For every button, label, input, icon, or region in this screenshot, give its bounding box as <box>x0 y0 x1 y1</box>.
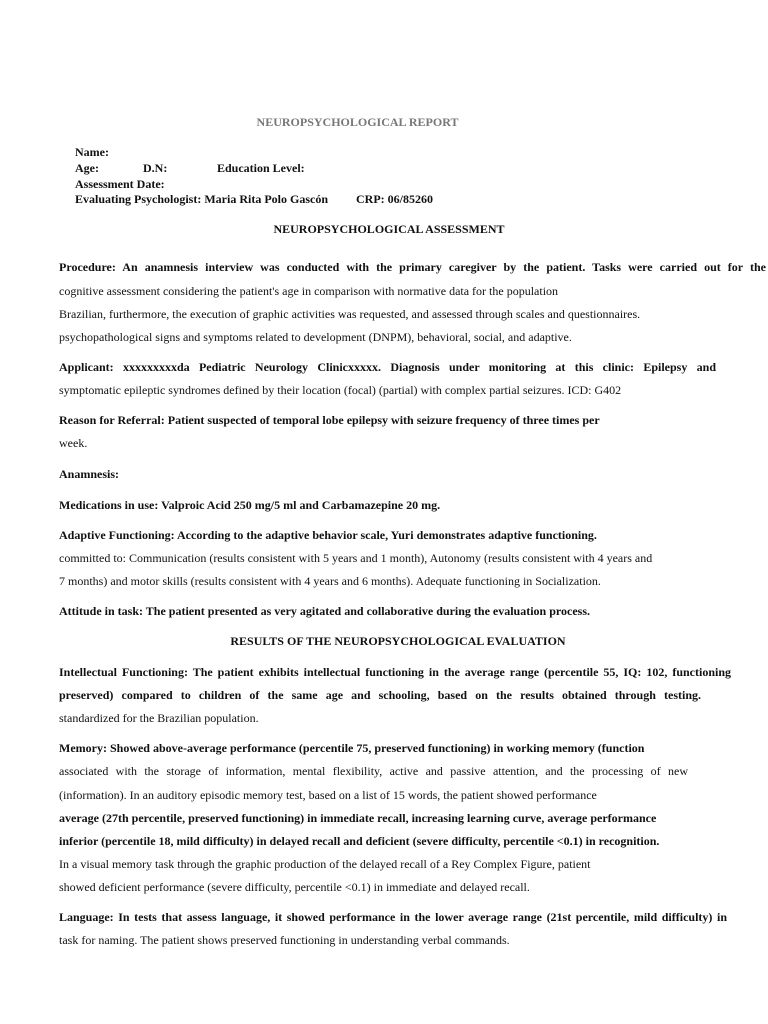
procedure-line-2: cognitive assessment considering the patient's age in comparison with normative data for the population <box>59 284 559 298</box>
reason-line-1: Reason for Referral: Patient suspected of temporal lobe epilepsy with seizure frequency of three times per <box>59 413 600 427</box>
memory-line-2: associated with the storage of information, mental flexibility, active and passive attention, and the processing of new <box>59 764 688 778</box>
adaptive-line-1: Adaptive Functioning: According to the adaptive behavior scale, Yuri demonstrates adaptive functioning. <box>59 528 597 542</box>
crp-field: CRP: 06/85260 <box>356 192 433 206</box>
intellectual-line-1: Intellectual Functioning: The patient exhibits intellectual functioning in the average range (percentile 55, IQ: 102, functioning <box>59 665 731 679</box>
section-title-results: RESULTS OF THE NEUROPSYCHOLOGICAL EVALUATION <box>230 634 566 648</box>
procedure-line-3: Brazilian, furthermore, the execution of graphic activities was requested, and assessed through scales and questionnaires. <box>59 307 641 321</box>
memory-line-7: showed deficient performance (severe difficulty, percentile <0.1) in immediate and delayed recall. <box>59 880 530 894</box>
memory-line-1: Memory: Showed above-average performance (percentile 75, preserved functioning) in working memory (function <box>59 741 645 755</box>
reason-line-2: week. <box>59 436 88 450</box>
education-field: Education Level: <box>217 161 305 175</box>
psychologist-field: Evaluating Psychologist: Maria Rita Polo Gascón <box>75 192 328 206</box>
memory-line-6: In a visual memory task through the graphic production of the delayed recall of a Rey Complex Figure, patient <box>59 857 591 871</box>
language-line-2: task for naming. The patient shows preserved functioning in understanding verbal commands. <box>59 933 510 947</box>
adaptive-line-2: committed to: Communication (results consistent with 5 years and 1 month), Autonomy (results consistent with 4 years and <box>59 551 653 565</box>
report-title: NEUROPSYCHOLOGICAL REPORT <box>256 115 459 129</box>
memory-line-5: inferior (percentile 18, mild difficulty) in delayed recall and deficient (severe difficulty, percentile <0.1) in recognition. <box>59 834 660 848</box>
dn-field: D.N: <box>143 161 168 175</box>
procedure-line-1: Procedure: An anamnesis interview was conducted with the primary caregiver by the patient. Tasks were carried out for the <box>59 260 766 274</box>
name-field: Name: <box>75 145 109 159</box>
memory-line-4: average (27th percentile, preserved functioning) in immediate recall, increasing learning curve, average performance <box>59 811 657 825</box>
language-line-1: Language: In tests that assess language, it showed performance in the lower average range (21st percentile, mild difficulty) in <box>59 910 727 924</box>
applicant-line-2: symptomatic epileptic syndromes defined by their location (focal) (partial) with complex partial seizures. ICD: G402 <box>59 383 622 397</box>
procedure-line-4: psychopathological signs and symptoms related to development (DNPM), behavioral, social, and adaptive. <box>59 330 572 344</box>
medications-line: Medications in use: Valproic Acid 250 mg/5 ml and Carbamazepine 20 mg. <box>59 498 441 512</box>
section-title-assessment: NEUROPSYCHOLOGICAL ASSESSMENT <box>273 222 505 236</box>
anamnesis-heading: Anamnesis: <box>59 467 120 481</box>
intellectual-line-2: preserved) compared to children of the same age and schooling, based on the results obtained through testing. <box>59 688 701 702</box>
assessment-date-field: Assessment Date: <box>75 177 165 191</box>
age-field: Age: <box>75 161 99 175</box>
applicant-line-1: Applicant: xxxxxxxxxda Pediatric Neurology Clinicxxxxx. Diagnosis under monitoring at this clinic: Epilepsy and <box>59 360 716 374</box>
attitude-line: Attitude in task: The patient presented as very agitated and collaborative during the evaluation process. <box>59 604 591 618</box>
intellectual-line-3: standardized for the Brazilian population. <box>59 711 259 725</box>
memory-line-3: (information). In an auditory episodic memory test, based on a list of 15 words, the patient showed performance <box>59 788 597 802</box>
adaptive-line-3: 7 months) and motor skills (results consistent with 4 years and 6 months). Adequate functioning in Socialization. <box>59 574 601 588</box>
